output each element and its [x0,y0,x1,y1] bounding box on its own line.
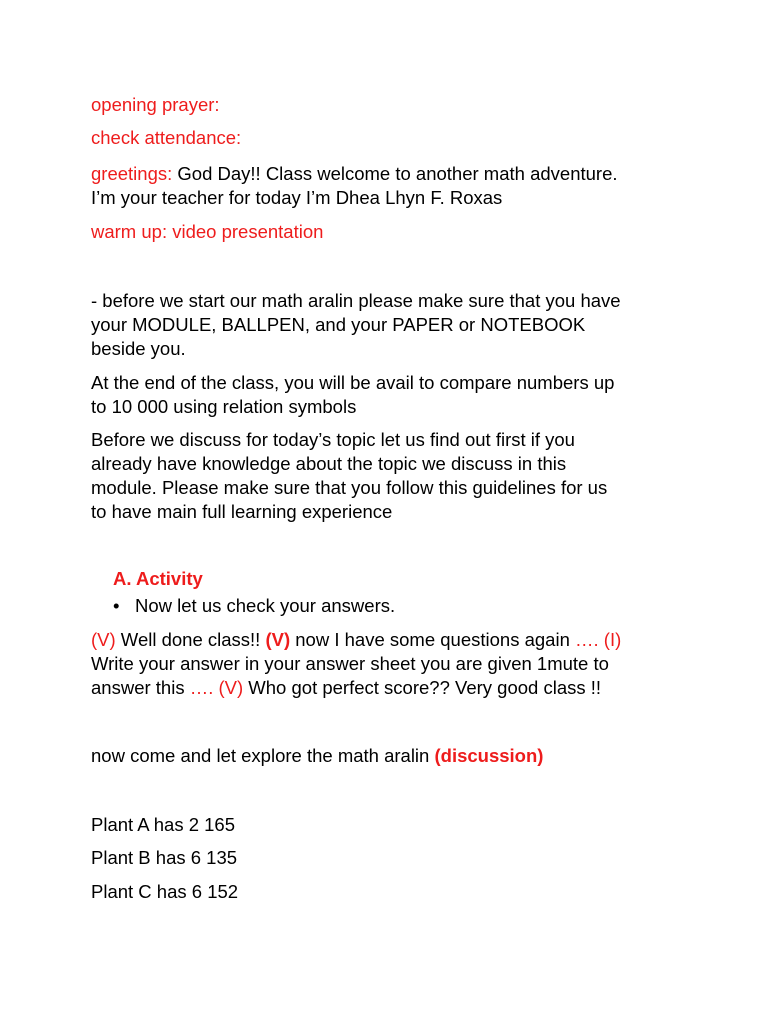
feedback-text-4: Who got perfect score?? Very good class !! [243,677,602,698]
objective-line-1: At the end of the class, you will be avail to compare numbers up [91,372,615,393]
plant-c-line: Plant C has 6 152 [91,881,239,902]
v-marker-2: (V) [265,629,291,650]
greetings-text: God Day!! Class welcome to another math adventure. [172,163,618,184]
before-discuss-line-4: to have main full learning experience [91,501,393,522]
feedback-text-1: Well done class!! [115,629,266,650]
greetings-label: greetings: [91,163,173,184]
plant-a-line: Plant A has 2 165 [91,814,236,835]
check-attendance-label: check attendance: [91,127,242,148]
explore-line [91,744,543,768]
v-marker-3: …. (V) [189,677,244,698]
v-marker-1: (V) [91,629,116,650]
greetings-line-1 [91,162,618,186]
feedback-line-1 [91,628,621,652]
plant-b-line: Plant B has 6 135 [91,847,238,868]
before-start-line-3: beside you. [91,338,186,359]
feedback-text-2: now I have some questions again [290,629,575,650]
before-start-line-2: your MODULE, BALLPEN, and your PAPER or NOTEBOOK [91,314,586,335]
feedback-line-3 [91,676,601,700]
before-discuss-line-1: Before we discuss for today’s topic let us find out first if you [91,429,575,450]
feedback-line-2: Write your answer in your answer sheet you are given 1mute to [91,653,609,674]
opening-prayer-label: opening prayer: [91,94,220,115]
before-start-line-1: - before we start our math aralin please make sure that you have [91,290,621,311]
bullet-text: Now let us check your answers. [135,595,396,616]
greetings-line-2: I’m your teacher for today I’m Dhea Lhyn F. Roxas [91,187,503,208]
warm-up-label: warm up: video presentation [91,221,324,242]
discussion-label: (discussion) [434,745,544,766]
feedback-text-3: answer this [91,677,190,698]
before-discuss-line-3: module. Please make sure that you follow this guidelines for us [91,477,608,498]
i-marker: …. (I) [575,629,622,650]
bullet-item [113,594,395,618]
bullet-icon: • [113,595,120,616]
activity-heading: A. Activity [113,568,203,589]
objective-line-2: to 10 000 using relation symbols [91,396,357,417]
before-discuss-line-2: already have knowledge about the topic we discuss in this [91,453,567,474]
explore-text: now come and let explore the math aralin [91,745,435,766]
